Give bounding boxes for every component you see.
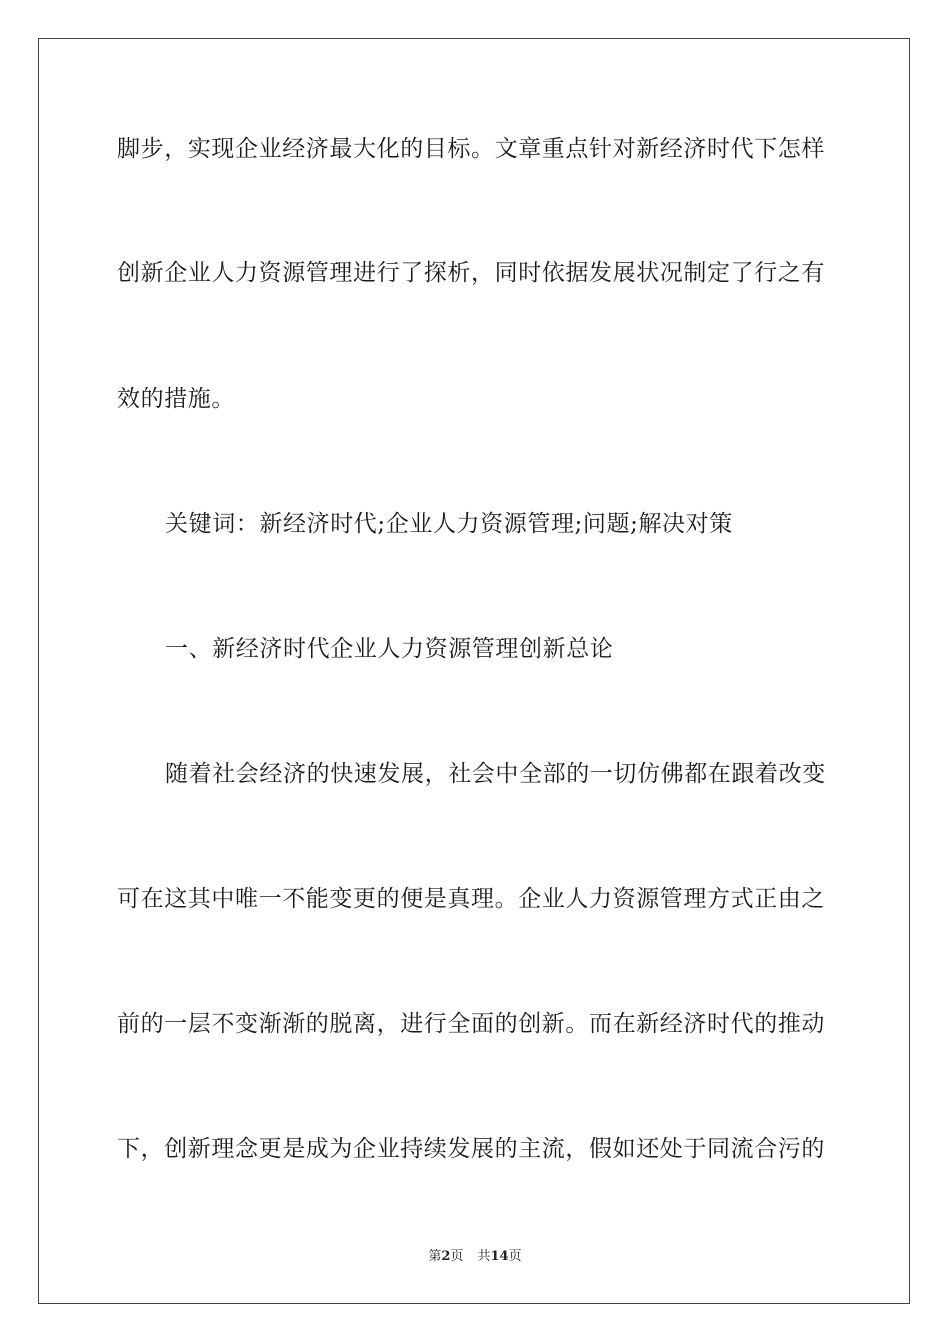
section-heading: 一、新经济时代企业人力资源管理创新总论 [165, 636, 614, 662]
body-line-6: 随着社会经济的快速发展，社会中全部的一切仿佛都在跟着改变 [165, 761, 826, 787]
keywords-line: 关键词：新经济时代;企业人力资源管理;问题;解决对策 [165, 511, 733, 537]
page-footer [0, 1245, 950, 1264]
footer-total-suffix: 页 [508, 1249, 522, 1264]
footer-page-prefix: 第 [428, 1249, 442, 1264]
body-line-9: 下，创新理念更是成为企业持续发展的主流，假如还处于同流合污的 [117, 1136, 825, 1162]
footer-total-prefix: 共 [477, 1249, 491, 1264]
body-line-2: 创新企业人力资源管理进行了探析，同时依据发展状况制定了行之有 [117, 260, 825, 286]
body-line-1: 脚步，实现企业经济最大化的目标。文章重点针对新经济时代下怎样 [117, 136, 825, 162]
footer-page-suffix: 页 [450, 1249, 464, 1264]
page-border [38, 38, 910, 1304]
footer-page-number: 2 [441, 1249, 451, 1264]
body-line-8: 前的一层不变渐渐的脱离，进行全面的创新。而在新经济时代的推动 [117, 1011, 825, 1037]
footer-total-pages: 14 [490, 1249, 509, 1264]
body-line-3: 效的措施。 [117, 386, 235, 412]
body-line-7: 可在这其中唯一不能变更的便是真理。企业人力资源管理方式正由之 [117, 886, 825, 912]
